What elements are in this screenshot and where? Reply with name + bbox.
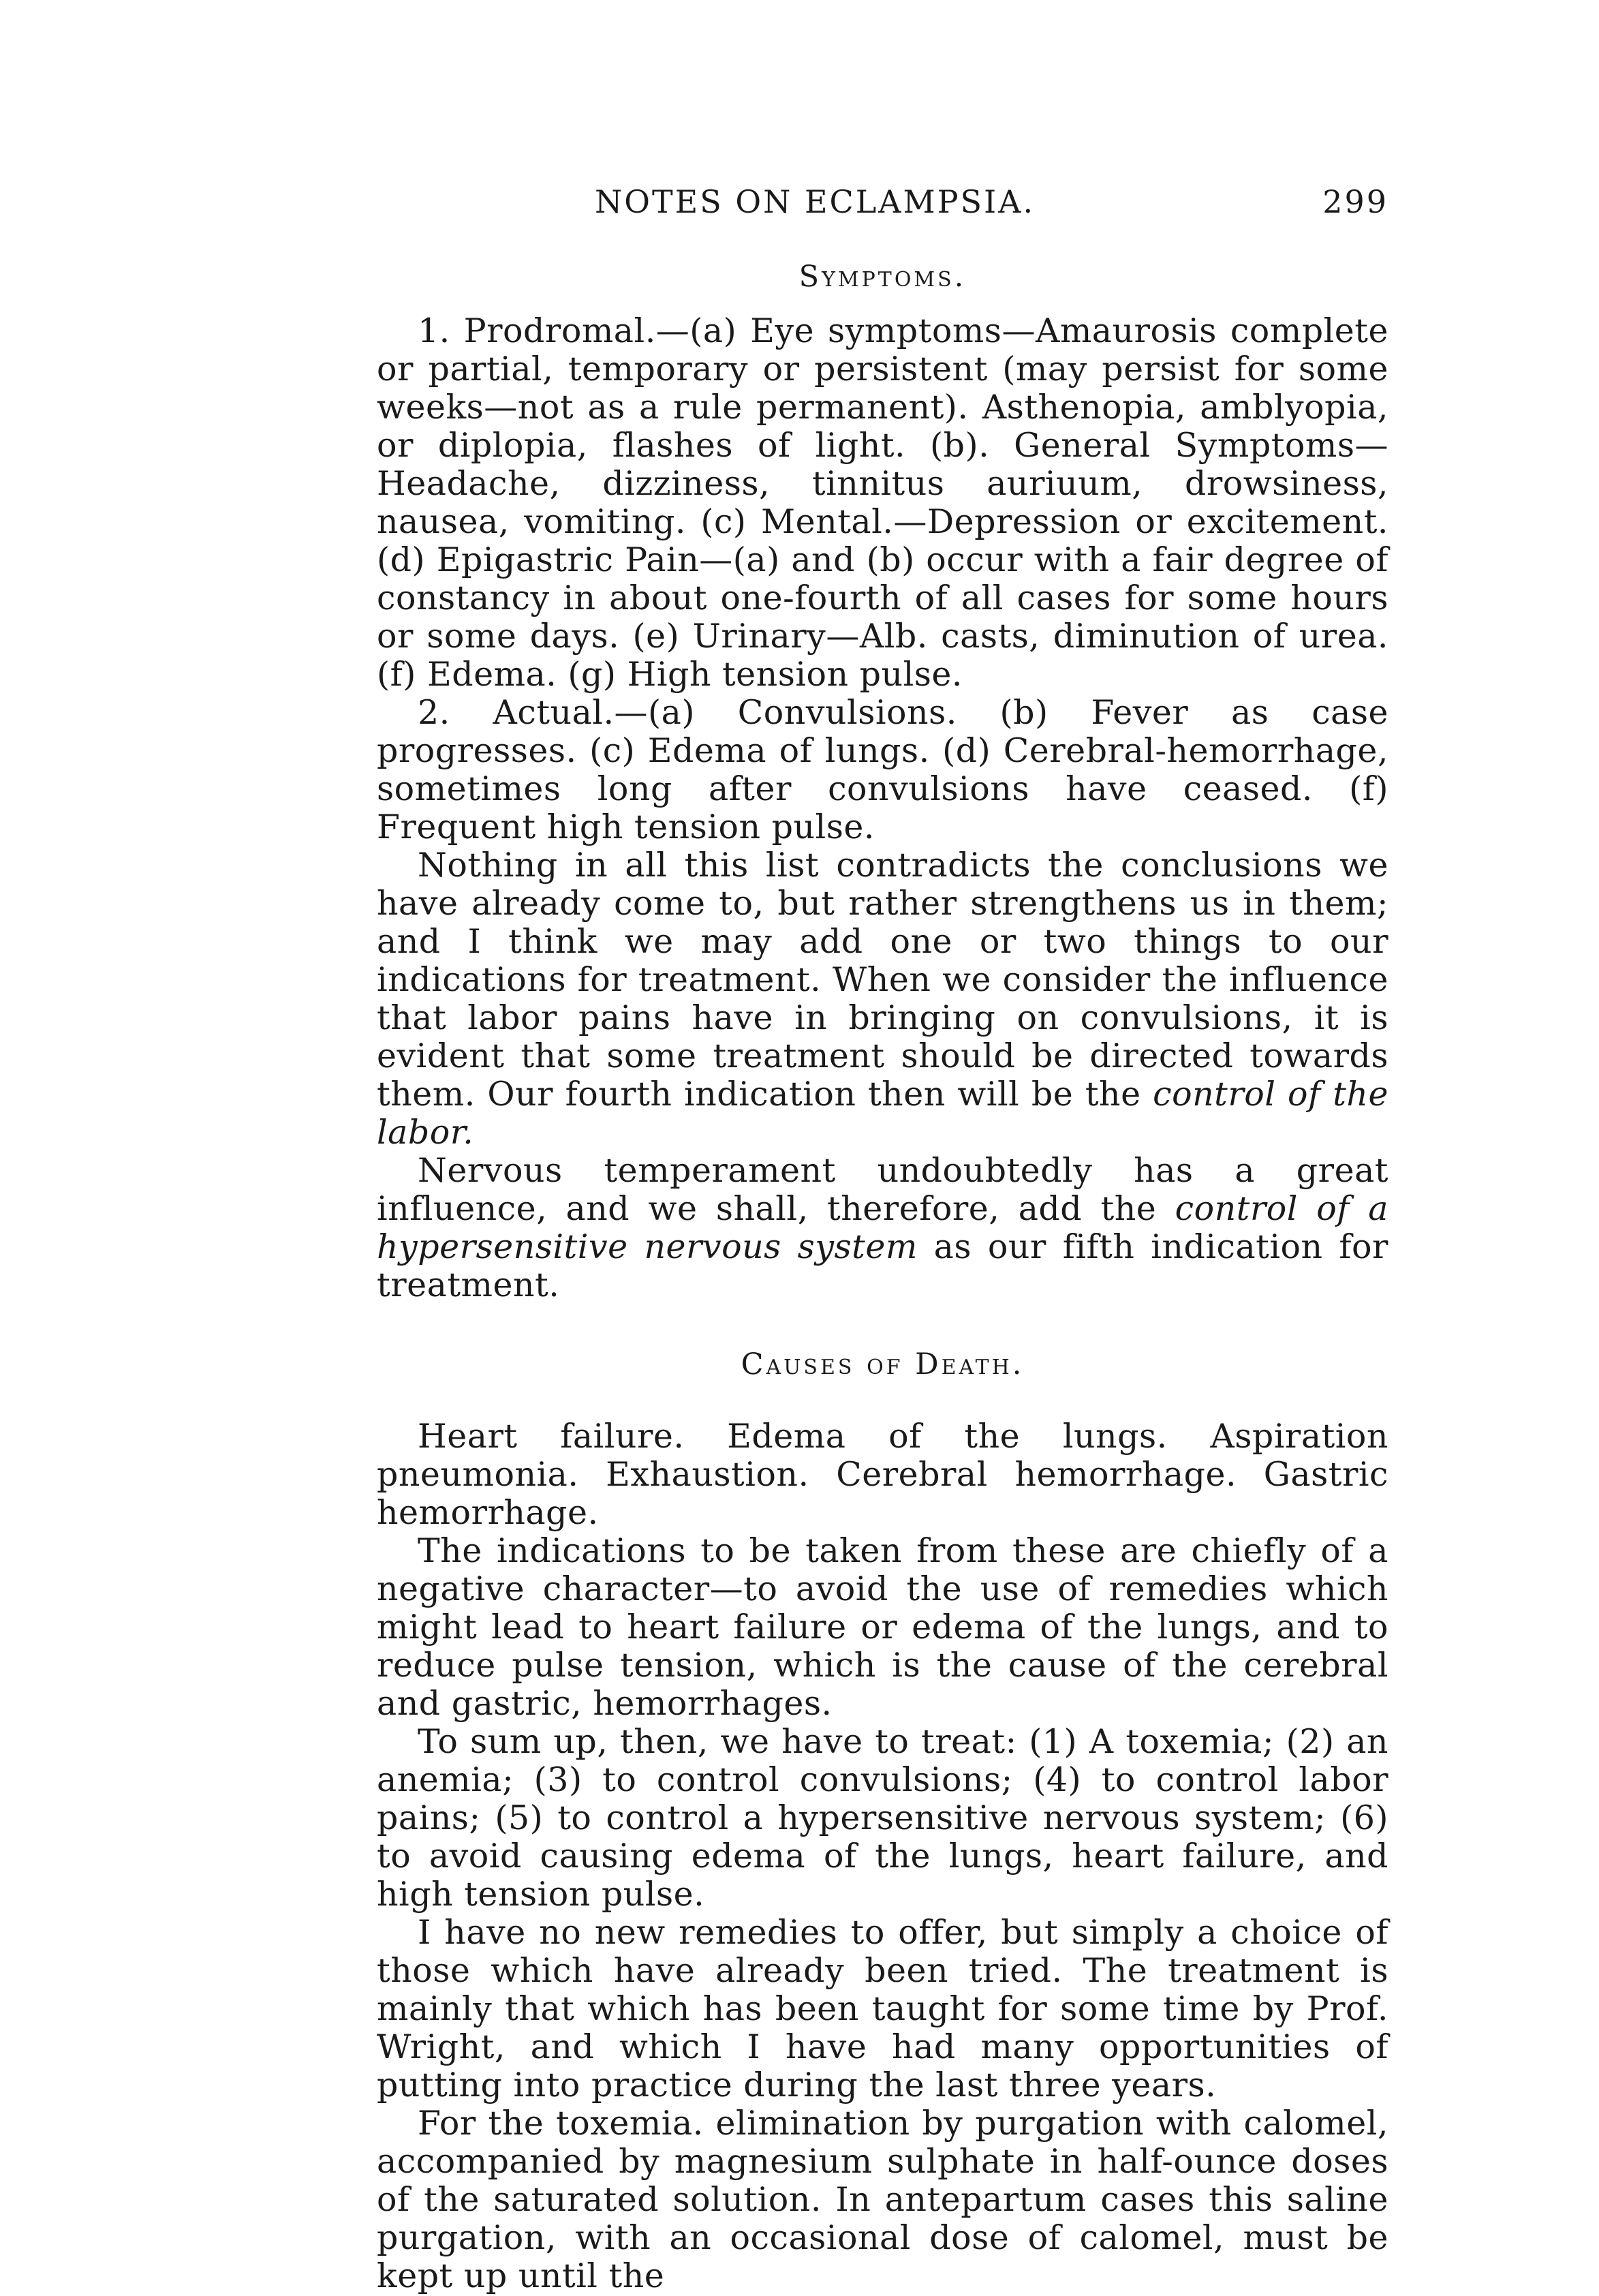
running-head [377,183,1388,230]
paragraph-prodromal: 1. Prodromal.—(a) Eye symptoms—Amaurosis complete or partial, temporary or persistent (may persist for some weeks—not as a rule permanent). Asthenopia, amblyopia, or diplopia, flashes of light. (b). General Symptoms—Headache, dizziness, tinnitus auriuum, drowsiness, nausea, vomiting. (c) Mental.—Depression or excitement. (d) Epigastric Pain—(a) and (b) occur with a fair degree of constancy in about one-fourth of all cases for some hours or some days. (e) Urinary—Alb. casts, diminution of urea. (f) Edema. (g) High tension pulse. [377,311,1388,694]
paragraph-no-new-remedies: I have no new remedies to offer, but simply a choice of those which have already been tried. The treatment is mainly that which has been taught for some time by Prof. Wright, and which I have had many opportunities of putting into practice during the last three years. [377,1913,1388,2104]
section-heading-symptoms: Symptoms. [798,260,967,294]
fourth-indication-italic: control of the labor. [377,1075,1388,1152]
page-number: 299 [1322,183,1388,220]
fifth-indication-italic: control of a hypersensitive nervous system [377,1189,1388,1266]
paragraph-nervous-temperament [377,1152,1388,1304]
paragraph-nervous-text-b: as our fifth indication for treatment. [377,1227,1388,1304]
paragraph-indications: The indications to be taken from these are chiefly of a negative character—to avoid the use of remedies which might lead to heart failure or edema of the lungs, and to reduce pulse tension, which is the cause of the cerebral and gastric, hemorrhages. [377,1531,1388,1723]
paragraph-sum-up: To sum up, then, we have to treat: (1) A toxemia; (2) an anemia; (3) to control convulsions; (4) to control labor pains; (5) to control a hypersensitive nervous system; (6) to avoid causing edema of the lungs, heart failure, and high tension pulse. [377,1722,1388,1914]
paragraph-conclusions [377,846,1388,1152]
paragraph-causes-list: Heart failure. Edema of the lungs. Aspiration pneumonia. Exhaustion. Cerebral hemorrhage. Gastric hemorrhage. [377,1417,1388,1532]
paragraph-conclusions-text: Nothing in all this list contradicts the conclusions we have already come to, but rather strengthens us in them; and I think we may add one or two things to our indications for treatment. When we consider the influence that labor pains have in bringing on convulsions, it is evident that some treatment should be directed towards them. Our fourth indication then will be the [377,846,1388,1114]
paragraph-actual: 2. Actual.—(a) Convulsions. (b) Fever as case progresses. (c) Edema of lungs. (d) Cerebral-hemorrhage, sometimes long after convulsions have ceased. (f) Frequent high tension pulse. [377,693,1388,846]
book-page [377,183,1388,2295]
paragraph-nervous-text-a: Nervous temperament undoubtedly has a great influence, and we shall, therefore, add the [377,1151,1388,1228]
section-heading-causes-of-death: Causes of Death. [741,1347,1025,1381]
paragraph-toxemia-treatment: For the toxemia. elimination by purgation with calomel, accompanied by magnesium sulphate in half-ounce doses of the saturated solution. In antepartum cases this saline purgation, with an occasional dose of calomel, must be kept up until the [377,2104,1388,2295]
running-title: NOTES ON ECLAMPSIA. [595,183,1036,220]
